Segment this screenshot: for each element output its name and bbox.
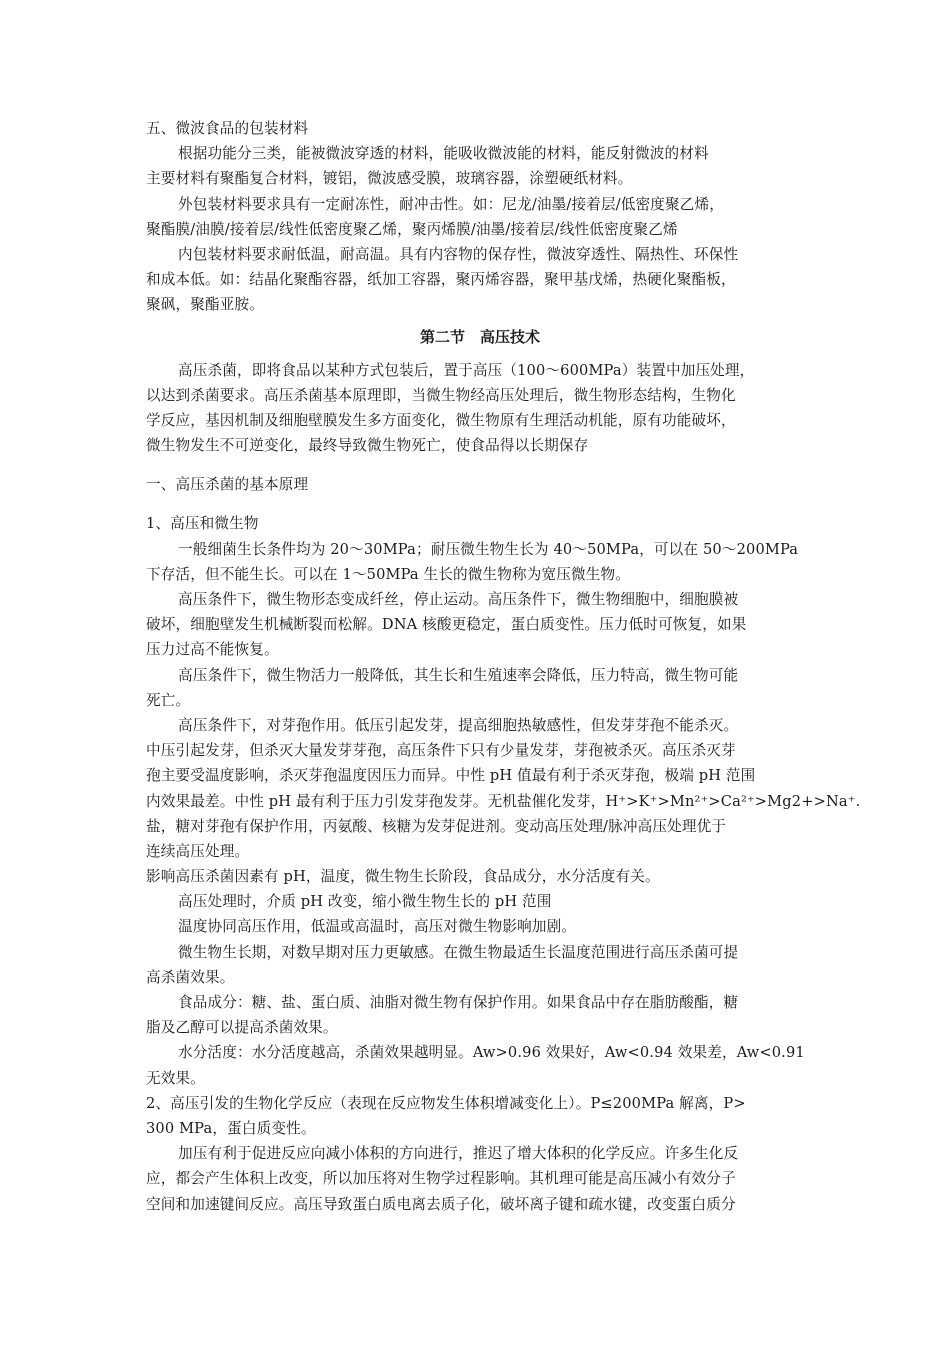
paragraph-line: 以达到杀菌要求。高压杀菌基本原理即，当微生物经高压处理后，微生物形态结构，生物化 [146, 386, 736, 404]
paragraph-line: 影响高压杀菌因素有 pH，温度，微生物生长阶段，食品成分，水分活度有关。 [146, 868, 660, 886]
section-title: 第二节 高压技术 [419, 327, 540, 346]
paragraph-line: 高杀菌效果。 [146, 968, 235, 986]
paragraph-line: 下存活，但不能生长。可以在 1～50MPa 生长的微生物称为宽压微生物。 [146, 565, 630, 583]
paragraph-line: 盐，糖对芽孢有保护作用，丙氨酸、核糖为发芽促进剂。变动高压处理/脉冲高压处理优于 [146, 817, 727, 835]
paragraph-line: 根据功能分三类，能被微波穿透的材料，能吸收微波能的材料，能反射微波的材料 [178, 145, 709, 163]
paragraph-line: 微生物生长期，对数早期对压力更敏感。在微生物最适生长温度范围进行高压杀菌可提 [178, 943, 739, 961]
paragraph-line: 300 MPa，蛋白质变性。 [146, 1119, 316, 1137]
paragraph-line: 内效果最差。中性 pH 最有利于压力引发芽孢发芽。无机盐催化发芽，H⁺>K⁺>Mn²⁺>Ca²⁺>Mg2+>Na⁺. [146, 792, 861, 810]
paragraph-line: 一般细菌生长条件均为 20～30MPa；耐压微生物生长为 40～50MPa，可以在 50～200MPa [178, 540, 799, 558]
paragraph-line: 高压杀菌，即将食品以某种方式包装后，置于高压（100～600MPa）装置中加压处理， [178, 361, 755, 379]
paragraph-line: 内包装材料要求耐低温，耐高温。具有内容物的保存性，微波穿透性、隔热性、环保性 [178, 245, 739, 263]
subsection-heading: 一、高压杀菌的基本原理 [146, 476, 309, 494]
paragraph-line: 连续高压处理。 [146, 842, 250, 860]
paragraph-line: 高压处理时，介质 pH 改变，缩小微生物生长的 pH 范围 [178, 893, 552, 911]
paragraph-line: 应，都会产生体积上改变，所以加压将对生物学过程影响。其机理可能是高压减小有效分子 [146, 1170, 736, 1188]
paragraph-line: 无效果。 [146, 1069, 205, 1087]
paragraph-line: 温度协同高压作用，低温或高温时，高压对微生物影响加剧。 [178, 918, 577, 936]
paragraph-line: 孢主要受温度影响，杀灭芽孢温度因压力而异。中性 pH 值最有利于杀灭芽孢，极端 pH 范围 [146, 767, 756, 785]
paragraph-line: 学反应，基因机制及细胞壁膜发生多方面变化，微生物原有生理活动机能，原有功能破坏， [146, 411, 736, 429]
paragraph-line: 主要材料有聚酯复合材料，镀铝，微波感受膜，玻璃容器，涂塑硬纸材料。 [146, 170, 633, 188]
paragraph-line: 破坏，细胞壁发生机械断裂而松解。DNA 核酸更稳定，蛋白质变性。压力低时可恢复，如果 [146, 616, 747, 634]
paragraph-line: 压力过高不能恢复。 [146, 641, 279, 659]
document-body [146, 116, 861, 1217]
section-heading: 五、微波食品的包装材料 [146, 120, 309, 137]
paragraph-line: 食品成分：糖、盐、蛋白质、油脂对微生物有保护作用。如果食品中存在脂肪酸酯，糖 [178, 994, 739, 1011]
paragraph-line: 高压条件下，微生物活力一般降低，其生长和生殖速率会降低，压力特高，微生物可能 [178, 666, 739, 684]
paragraph-line: 外包装材料要求具有一定耐冻性，耐冲击性。如：尼龙/油墨/接着层/低密度聚乙烯， [178, 195, 724, 213]
paragraph-line: 水分活度：水分活度越高，杀菌效果越明显。Aw>0.96 效果好，Aw<0.94 效果差，Aw<0.91 [178, 1044, 805, 1062]
paragraph-line: 微生物发生不可逆变化，最终导致微生物死亡，使食品得以长期保存 [146, 437, 589, 455]
paragraph-line: 聚酯膜/油膜/接着层/线性低密度聚乙烯，聚丙烯膜/油墨/接着层/线性低密度聚乙烯 [146, 220, 678, 238]
paragraph-line: 死亡。 [146, 691, 191, 709]
paragraph-line: 空间和加速键间反应。高压导致蛋白质电离去质子化，破坏离子键和疏水键，改变蛋白质分 [146, 1195, 736, 1213]
paragraph-line: 高压条件下，微生物形态变成纤丝，停止运动。高压条件下，微生物细胞中，细胞膜被 [178, 591, 739, 608]
paragraph-line: 中压引起发芽，但杀灭大量发芽芽孢，高压条件下只有少量发芽，芽孢被杀灭。高压杀灭芽 [146, 742, 736, 760]
subsection-heading: 2、高压引发的生物化学反应（表现在反应物发生体积增减变化上）。P≤200MPa 解离，P> [146, 1094, 746, 1112]
paragraph-line: 脂及乙醇可以提高杀菌效果。 [146, 1019, 338, 1037]
paragraph-line: 加压有利于促进反应向减小体积的方向进行，推迟了增大体积的化学反应。许多生化反 [178, 1145, 739, 1163]
paragraph-line: 聚砜，聚酯亚胺。 [146, 296, 264, 314]
paragraph-line: 和成本低。如：结晶化聚酯容器，纸加工容器，聚丙烯容器，聚甲基戊烯，热硬化聚酯板， [146, 271, 736, 289]
subsection-heading: 1、高压和微生物 [146, 515, 259, 533]
paragraph-line: 高压条件下，对芽孢作用。低压引起发芽，提高细胞热敏感性，但发芽芽孢不能杀灭。 [178, 716, 739, 734]
